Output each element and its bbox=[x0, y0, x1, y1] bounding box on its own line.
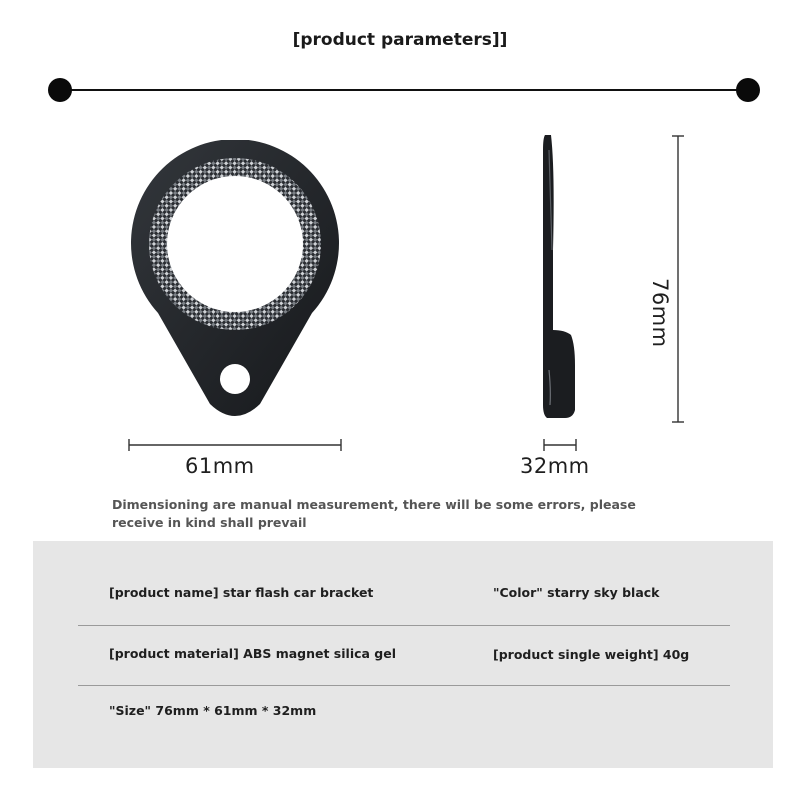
spec-size: "Size" 76mm * 61mm * 32mm bbox=[109, 703, 317, 718]
lanyard-hole bbox=[220, 364, 250, 394]
width-label: 61mm bbox=[185, 454, 255, 478]
spec-divider-1 bbox=[78, 625, 730, 626]
spec-divider-2 bbox=[78, 685, 730, 686]
page-title: [product parameters]] bbox=[292, 30, 508, 50]
spec-product-name: [product name] star flash car bracket bbox=[109, 585, 374, 600]
height-dimension-line bbox=[670, 132, 686, 426]
depth-dimension-line bbox=[541, 437, 579, 453]
depth-label: 32mm bbox=[520, 454, 590, 478]
width-dimension-line bbox=[126, 437, 344, 453]
header-divider bbox=[60, 89, 748, 91]
height-label: 76mm bbox=[648, 278, 672, 348]
product-front-view bbox=[120, 140, 350, 430]
spec-material: [product material] ABS magnet silica gel bbox=[109, 646, 397, 661]
divider-dot-right bbox=[736, 78, 760, 102]
product-side-view bbox=[535, 130, 585, 425]
spec-color: "Color" starry sky black bbox=[493, 585, 660, 600]
side-profile bbox=[543, 135, 575, 418]
ring-opening bbox=[167, 176, 303, 312]
divider-dot-left bbox=[48, 78, 72, 102]
measurement-note: Dimensioning are manual measurement, there will be some errors, please receive in kind shall prevail bbox=[112, 497, 636, 530]
spec-weight: [product single weight] 40g bbox=[493, 647, 690, 662]
